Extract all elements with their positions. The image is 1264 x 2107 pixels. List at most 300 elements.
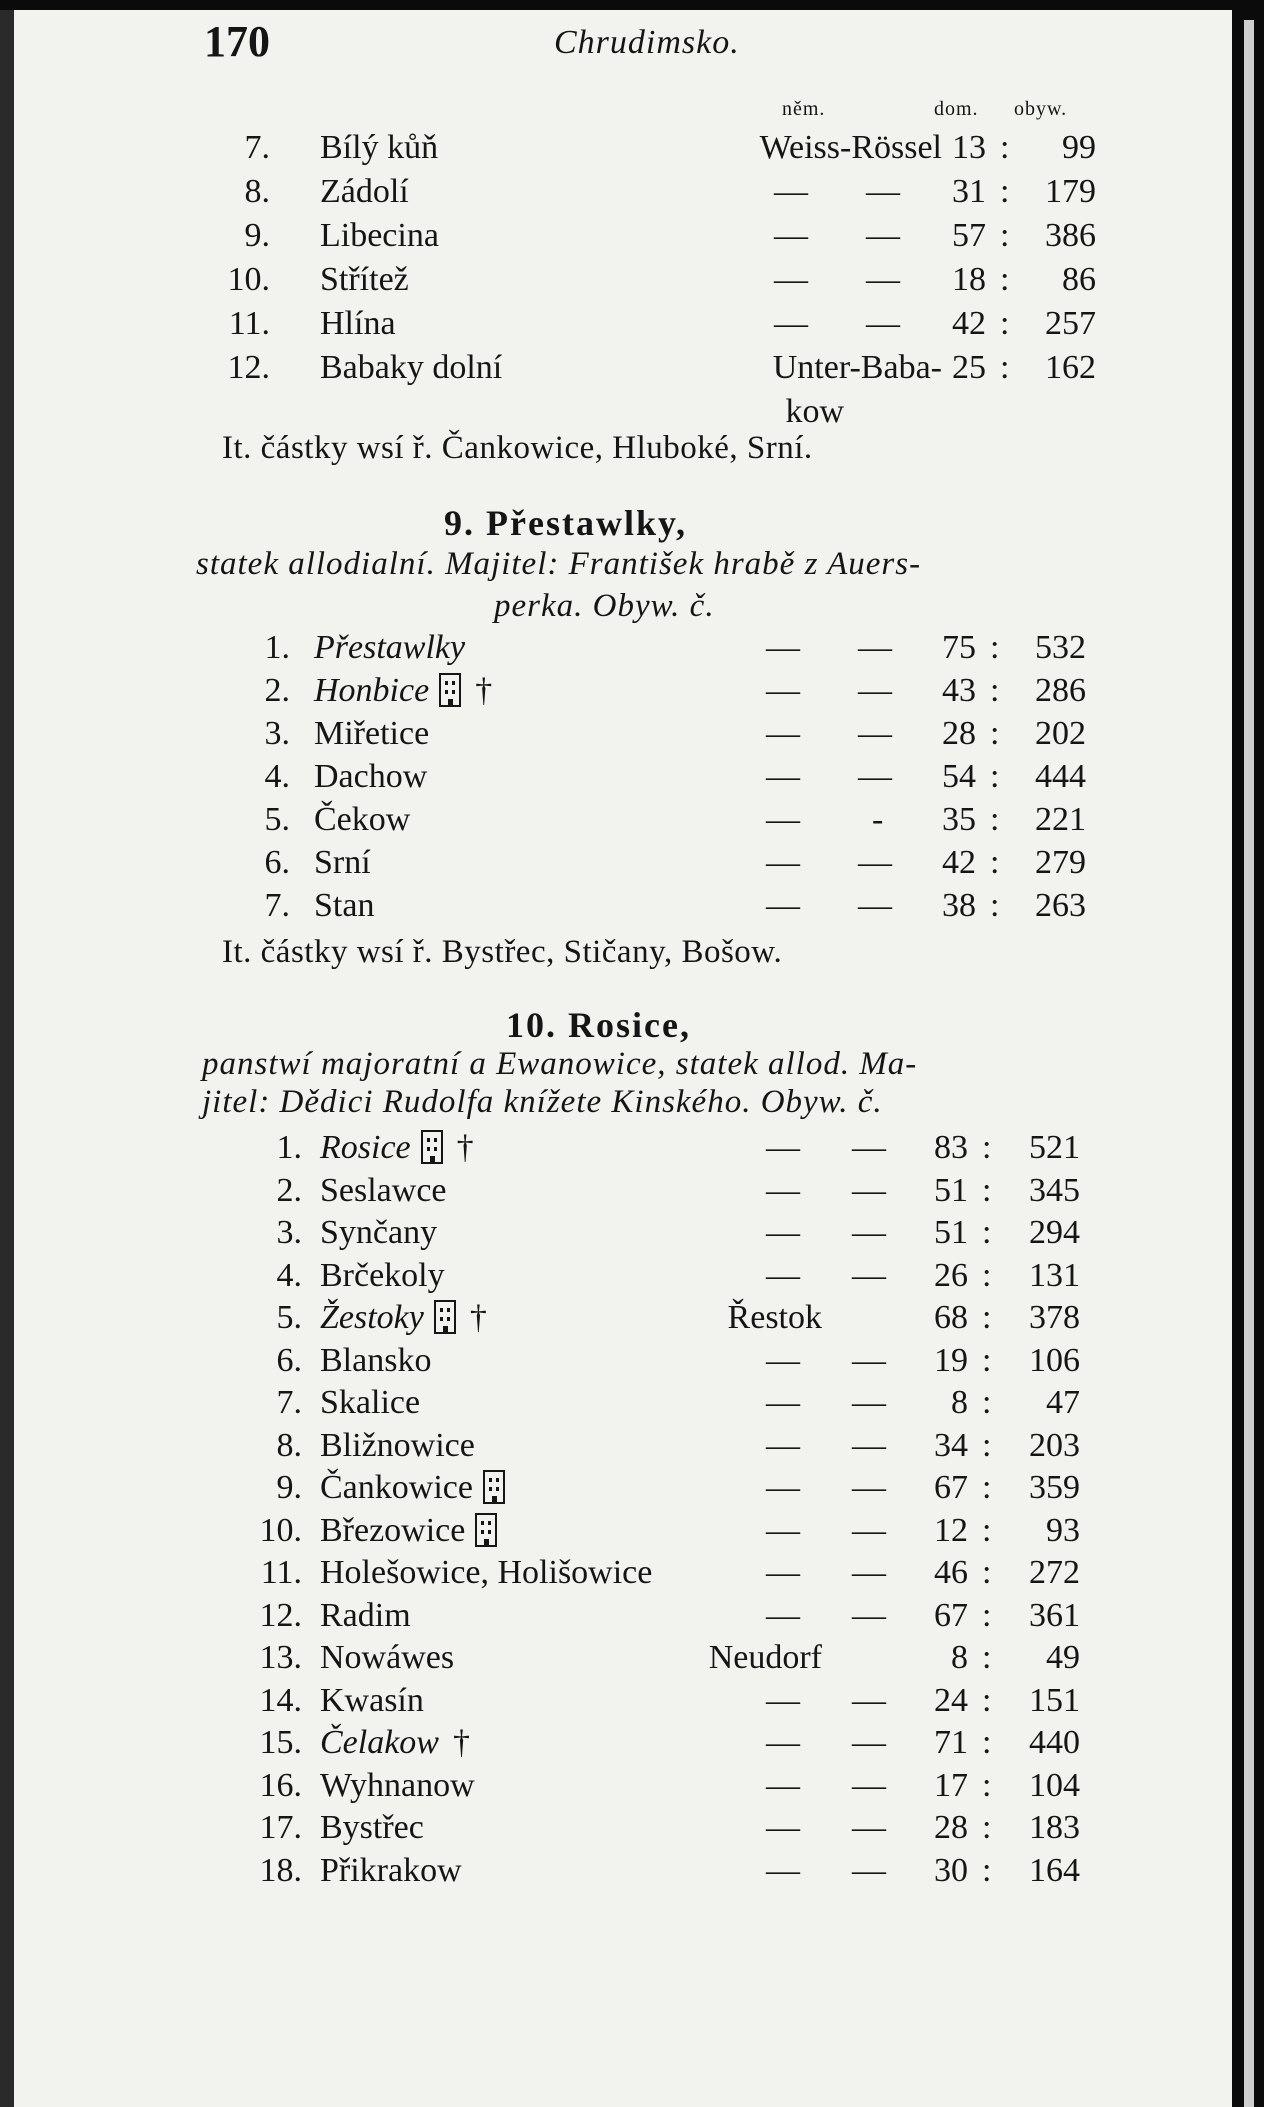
place-name: Bílý kůň: [320, 129, 439, 166]
inhabitant-count: 99: [1062, 129, 1096, 166]
row-number: 7.: [264, 887, 290, 924]
german-name: Řestok: [727, 1299, 822, 1336]
row-number: 16.: [259, 1766, 302, 1804]
count-separator: :: [982, 1809, 992, 1846]
row-number: 8.: [244, 173, 270, 210]
inhabitant-count: 183: [1029, 1809, 1080, 1846]
count-separator: :: [990, 715, 1000, 752]
ditto-dash: —: [766, 1511, 800, 1549]
inhabitant-count: 359: [1029, 1469, 1080, 1506]
house-count: 30: [934, 1851, 968, 1889]
count-separator: :: [990, 887, 1000, 924]
inhabitant-count: 49: [1046, 1639, 1080, 1676]
place-name: Brčekoly: [320, 1256, 445, 1294]
place-name-cell: [320, 1128, 474, 1168]
table-row: [14, 1596, 1114, 1636]
house-count: 68: [934, 1299, 968, 1336]
row-number: 10.: [259, 1511, 302, 1549]
ditto-dash: —: [858, 715, 892, 752]
count-separator: :: [982, 1341, 992, 1379]
house-count: 28: [942, 715, 976, 752]
house-count: 31: [952, 173, 986, 210]
place-name-cell: [320, 1766, 475, 1806]
count-separator: :: [1000, 305, 1010, 342]
place-name: Přikrakow: [320, 1851, 462, 1889]
inhabitant-count: 164: [1029, 1851, 1080, 1889]
place-name: Bystřec: [320, 1809, 424, 1846]
count-separator: :: [1000, 129, 1010, 166]
table-row: [14, 348, 1114, 388]
count-separator: :: [982, 1256, 992, 1294]
castle-icon: [434, 1300, 456, 1334]
row-number: 5.: [264, 801, 290, 838]
ditto-dash: —: [774, 305, 808, 342]
place-name: Čekow: [314, 801, 411, 838]
house-count: 42: [942, 844, 976, 881]
ditto-dash: —: [766, 1256, 800, 1294]
ditto-dash: —: [766, 1214, 800, 1251]
ditto-dash: —: [852, 1554, 886, 1591]
row-number: 2.: [264, 672, 290, 709]
house-count: 26: [934, 1256, 968, 1294]
table-row: [14, 1553, 1114, 1593]
place-name-cell: [320, 1553, 652, 1593]
count-separator: :: [1000, 349, 1010, 386]
inhabitant-count: 532: [1035, 629, 1086, 666]
ditto-dash: —: [852, 1384, 886, 1421]
castle-icon: [421, 1130, 443, 1164]
count-separator: :: [982, 1171, 992, 1209]
place-name: Honbice: [314, 672, 430, 709]
row-number: 6.: [264, 844, 290, 881]
inhabitant-count: 263: [1035, 887, 1086, 924]
place-name: Rosice: [320, 1129, 411, 1166]
ditto-dash: —: [852, 1724, 886, 1761]
church-cross-icon: †: [475, 672, 493, 709]
row-number: 12.: [227, 349, 270, 386]
table-row: [14, 1426, 1114, 1466]
col-header-german: něm.: [782, 98, 826, 120]
estate8-note: It. částky wsí ř. Čankowice, Hluboké, Srní.: [222, 430, 813, 466]
ditto-dash: —: [852, 1469, 886, 1506]
row-number: 2.: [276, 1171, 302, 1209]
castle-icon: [475, 1513, 497, 1547]
table-row: [14, 843, 1114, 883]
ditto-dash: —: [766, 1426, 800, 1464]
table-row: [14, 1766, 1114, 1806]
inhabitant-count: 104: [1029, 1766, 1080, 1804]
ditto-dash: —: [766, 1554, 800, 1591]
table-row: [14, 671, 1114, 711]
ditto-dash: —: [858, 758, 892, 795]
row-number: 9.: [244, 217, 270, 254]
count-separator: :: [1000, 217, 1010, 254]
place-name: Holešowice, Holišowice: [320, 1554, 653, 1591]
table-row: [14, 1341, 1114, 1381]
place-name: Čankowice: [320, 1469, 473, 1506]
inhabitant-count: 279: [1035, 844, 1086, 881]
table-row: [14, 714, 1114, 754]
table-row: [14, 1638, 1114, 1678]
count-separator: :: [982, 1469, 992, 1506]
inhabitant-count: 286: [1035, 672, 1086, 709]
castle-icon: [439, 673, 461, 707]
house-count: 18: [952, 261, 986, 298]
house-count: 17: [934, 1766, 968, 1804]
ditto-dash: —: [852, 1511, 886, 1549]
place-name-cell: [314, 628, 465, 668]
house-count: 42: [952, 305, 986, 342]
house-count: 57: [952, 217, 986, 254]
place-name-cell: [320, 1171, 447, 1211]
house-count: 8: [951, 1384, 968, 1421]
ditto-dash: —: [766, 758, 800, 795]
ditto-dash: —: [866, 173, 900, 210]
place-name: Miřetice: [314, 715, 430, 752]
ditto-dash: —: [852, 1596, 886, 1634]
church-cross-icon: †: [456, 1129, 474, 1166]
inhabitant-count: 257: [1045, 305, 1096, 342]
ditto-dash: —: [766, 1851, 800, 1889]
inhabitant-count: 203: [1029, 1426, 1080, 1464]
ditto-dash: —: [766, 672, 800, 709]
estate10-desc-line2: jitel: Dědici Rudolfa knížete Kinského. Obyw. č.: [202, 1084, 883, 1120]
place-name: Blansko: [320, 1341, 432, 1379]
count-separator: :: [982, 1724, 992, 1761]
ditto-dash: —: [766, 1681, 800, 1719]
house-count: 19: [934, 1341, 968, 1379]
church-cross-icon: †: [452, 1724, 470, 1761]
place-name: Střítež: [320, 261, 409, 298]
count-separator: :: [982, 1426, 992, 1464]
house-count: 75: [942, 629, 976, 666]
row-number: 7.: [276, 1384, 302, 1421]
table-row: [14, 1298, 1114, 1338]
table-row: [14, 1851, 1114, 1891]
row-number: 1.: [264, 629, 290, 666]
count-separator: :: [990, 801, 1000, 838]
ditto-dash: -: [872, 801, 884, 838]
place-name-cell: [314, 800, 410, 840]
row-number: 18.: [259, 1851, 302, 1889]
house-count: 67: [934, 1469, 968, 1506]
inhabitant-count: 131: [1029, 1256, 1080, 1294]
row-number: 3.: [276, 1214, 302, 1251]
place-name-cell: [314, 671, 492, 711]
row-number: 11.: [260, 1554, 302, 1591]
row-number: 3.: [264, 715, 290, 752]
table-row: [14, 216, 1114, 256]
count-separator: :: [982, 1554, 992, 1591]
table-row: [14, 1213, 1114, 1253]
ditto-dash: —: [852, 1426, 886, 1464]
table-row: [14, 800, 1114, 840]
ditto-dash: —: [858, 672, 892, 709]
place-name-cell: [320, 1808, 424, 1848]
house-count: 38: [942, 887, 976, 924]
inhabitant-count: 361: [1029, 1596, 1080, 1634]
place-name-cell: [320, 304, 396, 344]
count-separator: :: [982, 1596, 992, 1634]
place-name-cell: [320, 1426, 475, 1466]
inhabitant-count: 272: [1029, 1554, 1080, 1591]
inhabitant-count: 106: [1029, 1341, 1080, 1379]
table-row: [14, 886, 1114, 926]
table-row: [14, 172, 1114, 212]
place-name-cell: [320, 260, 409, 300]
place-name-cell: [320, 1213, 437, 1253]
place-name: Seslawce: [320, 1171, 447, 1209]
place-name-cell: [320, 348, 502, 388]
page-number: 170: [204, 17, 270, 66]
castle-icon: [483, 1470, 505, 1504]
ditto-dash: —: [852, 1171, 886, 1209]
place-name-cell: [314, 843, 371, 883]
place-name-cell: [320, 1596, 411, 1636]
place-name: Přestawlky: [314, 629, 466, 666]
ditto-dash: —: [852, 1129, 886, 1166]
book-page: [0, 10, 1232, 2107]
place-name-cell: [320, 1638, 454, 1678]
house-count: 71: [934, 1724, 968, 1761]
place-name: Stan: [314, 887, 375, 924]
house-count: 25: [952, 349, 986, 386]
inhabitant-count: 162: [1045, 349, 1096, 386]
ditto-dash: —: [766, 1469, 800, 1506]
house-count: 28: [934, 1809, 968, 1846]
table-row: [14, 304, 1114, 344]
place-name: Kwasín: [320, 1681, 424, 1719]
german-name: Neudorf: [708, 1639, 822, 1676]
row-number: 4.: [276, 1256, 302, 1294]
place-name: Dachow: [314, 758, 428, 795]
place-name-cell: [320, 1468, 505, 1508]
count-separator: :: [1000, 261, 1010, 298]
row-number: 10.: [227, 261, 270, 298]
place-name-cell: [320, 172, 409, 212]
page-edge: [1244, 20, 1254, 2107]
table-row: [14, 1383, 1114, 1423]
table-row: [14, 1808, 1114, 1848]
row-number: 11.: [228, 305, 270, 342]
inhabitant-count: 521: [1029, 1129, 1080, 1166]
house-count: 51: [934, 1214, 968, 1251]
house-count: 24: [934, 1681, 968, 1719]
inhabitant-count: 221: [1035, 801, 1086, 838]
estate10-desc-line1: panstwí majoratní a Ewanowice, statek allod. Ma-: [202, 1046, 918, 1082]
row-number: 9.: [276, 1469, 302, 1506]
count-separator: :: [990, 629, 1000, 666]
ditto-dash: —: [866, 217, 900, 254]
table-row: [14, 628, 1114, 668]
place-name: Zádolí: [320, 173, 409, 210]
inhabitant-count: 93: [1046, 1511, 1080, 1549]
inhabitant-count: 179: [1045, 173, 1096, 210]
german-name: Unter-Baba-: [772, 349, 942, 386]
place-name-cell: [320, 128, 438, 168]
count-separator: :: [982, 1851, 992, 1889]
count-separator: :: [982, 1299, 992, 1336]
ditto-dash: —: [766, 1809, 800, 1846]
table-row: [14, 1171, 1114, 1211]
place-name: Srní: [314, 844, 371, 881]
place-name: Žestoky: [320, 1299, 424, 1336]
place-name-cell: [320, 1383, 420, 1423]
ditto-dash: —: [852, 1341, 886, 1379]
count-separator: :: [990, 672, 1000, 709]
place-name-cell: [320, 1511, 497, 1551]
german-name: Weiss-Rössel: [759, 129, 942, 166]
place-name: Čelakow: [320, 1724, 439, 1761]
ditto-dash: —: [852, 1766, 886, 1804]
row-number: 17.: [259, 1809, 302, 1846]
house-count: 35: [942, 801, 976, 838]
ditto-dash: —: [766, 801, 800, 838]
ditto-dash: —: [766, 1596, 800, 1634]
ditto-dash: —: [774, 217, 808, 254]
church-cross-icon: †: [469, 1299, 487, 1336]
ditto-dash: —: [852, 1681, 886, 1719]
estate9-desc-line2: perka. Obyw. č.: [494, 588, 715, 624]
house-count: 12: [934, 1511, 968, 1549]
ditto-dash: —: [766, 844, 800, 881]
ditto-dash: —: [766, 887, 800, 924]
inhabitant-count: 151: [1029, 1681, 1080, 1719]
row-number: 15.: [259, 1724, 302, 1761]
count-separator: :: [982, 1681, 992, 1719]
table-row: [14, 1128, 1114, 1168]
inhabitant-count: 294: [1029, 1214, 1080, 1251]
table-row: [14, 260, 1114, 300]
row-number: 8.: [276, 1426, 302, 1464]
count-separator: :: [1000, 173, 1010, 210]
count-separator: :: [982, 1384, 992, 1421]
inhabitant-count: 378: [1029, 1299, 1080, 1336]
ditto-dash: —: [766, 1384, 800, 1421]
place-name: Wyhnanow: [320, 1766, 475, 1804]
count-separator: :: [982, 1639, 992, 1676]
ditto-dash: —: [774, 261, 808, 298]
col-header-inhabitants: obyw.: [1014, 98, 1068, 120]
ditto-dash: —: [858, 887, 892, 924]
house-count: 67: [934, 1596, 968, 1634]
table-row: [14, 1723, 1114, 1763]
inhabitant-count: 386: [1045, 217, 1096, 254]
row-number: 12.: [259, 1596, 302, 1634]
table-row: [14, 1468, 1114, 1508]
table-row-continuation: [14, 392, 1114, 432]
place-name-cell: [320, 216, 439, 256]
place-name: Radim: [320, 1596, 411, 1634]
place-name: Libecina: [320, 217, 439, 254]
estate9-note: It. částky wsí ř. Bystřec, Stičany, Bošow.: [222, 934, 783, 970]
count-separator: :: [982, 1511, 992, 1549]
table-row: [14, 757, 1114, 797]
ditto-dash: —: [852, 1809, 886, 1846]
place-name: Babaky dolní: [320, 349, 503, 386]
row-number: 1.: [276, 1129, 302, 1166]
inhabitant-count: 47: [1046, 1384, 1080, 1421]
col-header-houses: dom.: [934, 98, 979, 120]
place-name-cell: [320, 1341, 431, 1381]
count-separator: :: [982, 1214, 992, 1251]
house-count: 13: [952, 129, 986, 166]
row-number: 14.: [259, 1681, 302, 1719]
house-count: 43: [942, 672, 976, 709]
row-number: 5.: [276, 1299, 302, 1336]
ditto-dash: —: [766, 1766, 800, 1804]
row-number: 4.: [264, 758, 290, 795]
inhabitant-count: 345: [1029, 1171, 1080, 1209]
estate10-heading: 10. Rosice,: [506, 1005, 691, 1045]
place-name-cell: [320, 1256, 445, 1296]
ditto-dash: —: [766, 629, 800, 666]
table-row: [14, 1256, 1114, 1296]
count-separator: :: [990, 844, 1000, 881]
ditto-dash: —: [766, 1171, 800, 1209]
ditto-dash: —: [766, 1724, 800, 1761]
ditto-dash: —: [766, 1129, 800, 1166]
ditto-dash: —: [852, 1256, 886, 1294]
house-count: 51: [934, 1171, 968, 1209]
ditto-dash: —: [866, 261, 900, 298]
ditto-dash: —: [774, 173, 808, 210]
inhabitant-count: 440: [1029, 1724, 1080, 1761]
ditto-dash: —: [852, 1214, 886, 1251]
place-name-cell: [320, 1723, 470, 1763]
row-number: 13.: [259, 1639, 302, 1676]
place-name-cell: [320, 1298, 487, 1338]
table-row: [14, 128, 1114, 168]
ditto-dash: —: [858, 844, 892, 881]
inhabitant-count: 86: [1062, 261, 1096, 298]
place-name-cell: [314, 886, 374, 926]
row-number: 7.: [244, 129, 270, 166]
place-name-cell: [320, 1851, 462, 1891]
german-name-continuation: kow: [785, 393, 844, 430]
table-row: [14, 1511, 1114, 1551]
ditto-dash: —: [858, 629, 892, 666]
place-name: Nowáwes: [320, 1639, 455, 1676]
house-count: 54: [942, 758, 976, 795]
place-name: Hlína: [320, 305, 396, 342]
count-separator: :: [990, 758, 1000, 795]
inhabitant-count: 444: [1035, 758, 1086, 795]
place-name-cell: [314, 714, 429, 754]
place-name: Bližnowice: [320, 1426, 475, 1464]
estate9-desc-line1: statek allodialní. Majitel: František hrabě z Auers-: [196, 546, 922, 582]
ditto-dash: —: [852, 1851, 886, 1889]
place-name: Synčany: [320, 1214, 438, 1251]
inhabitant-count: 202: [1035, 715, 1086, 752]
place-name: Skalice: [320, 1384, 421, 1421]
count-separator: :: [982, 1766, 992, 1804]
place-name-cell: [320, 1681, 424, 1721]
running-head: Chrudimsko.: [554, 24, 740, 61]
house-count: 34: [934, 1426, 968, 1464]
house-count: 46: [934, 1554, 968, 1591]
place-name-cell: [314, 757, 427, 797]
count-separator: :: [982, 1129, 992, 1166]
house-count: 83: [934, 1129, 968, 1166]
estate9-heading: 9. Přestawlky,: [444, 503, 687, 543]
ditto-dash: —: [866, 305, 900, 342]
ditto-dash: —: [766, 715, 800, 752]
row-number: 6.: [276, 1341, 302, 1379]
table-row: [14, 1681, 1114, 1721]
ditto-dash: —: [766, 1341, 800, 1379]
place-name: Březowice: [320, 1511, 466, 1549]
